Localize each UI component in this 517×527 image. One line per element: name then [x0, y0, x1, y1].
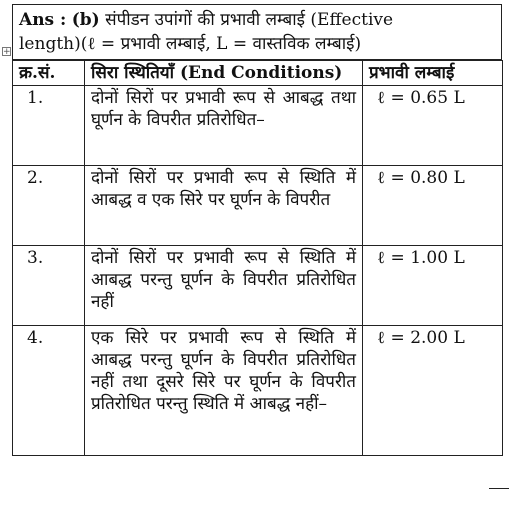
row-serial: 2.: [13, 166, 85, 246]
table-row: [13, 326, 503, 456]
row-condition: दोनों सिरों पर प्रभावी रूप से स्थिति में आबद्ध परन्तु घूर्णन के विपरीत प्रतिरोधित नहीं: [85, 246, 363, 326]
header-effective-length: प्रभावी लम्बाई: [363, 61, 503, 86]
answer-option: (b): [71, 10, 100, 30]
row-serial: 4.: [13, 326, 85, 456]
answer-prefix: Ans :: [19, 10, 67, 30]
table-end-marker: [489, 488, 509, 489]
table-row: [13, 86, 503, 166]
table-move-handle-icon[interactable]: +: [3, 47, 11, 57]
row-effective-length: ℓ = 2.00 L: [363, 326, 503, 456]
table-row: [13, 166, 503, 246]
row-effective-length: ℓ = 1.00 L: [363, 246, 503, 326]
row-effective-length: ℓ = 0.65 L: [363, 86, 503, 166]
row-condition: दोनों सिरों पर प्रभावी रूप से आबद्ध तथा घूर्णन के विपरीत प्रतिरोधित–: [85, 86, 363, 166]
end-conditions-table: [12, 60, 503, 456]
header-end-conditions: सिरा स्थितियाँ (End Conditions): [85, 61, 363, 86]
answer-box: [12, 4, 502, 60]
row-condition: एक सिरे पर प्रभावी रूप से स्थिति में आबद्ध परन्तु घूर्णन के विपरीत प्रतिरोधित नहीं तथा दूसरे सिरे पर घूर्णन के विपरीत प्रतिरोधित परन्तु स्थिति में आबद्ध नहीं–: [85, 326, 363, 456]
row-effective-length: ℓ = 0.80 L: [363, 166, 503, 246]
row-condition: दोनों सिरों पर प्रभावी रूप से स्थिति में आबद्ध व एक सिरे पर घूर्णन के विपरीत: [85, 166, 363, 246]
answer-text-line1: संपीडन उपांगों की प्रभावी लम्बाई (Effective: [105, 10, 394, 30]
header-serial: क्र.सं.: [13, 61, 85, 86]
row-serial: 1.: [13, 86, 85, 166]
answer-text-line2: length)(ℓ = प्रभावी लम्बाई, L = वास्तविक लम्बाई): [19, 34, 362, 54]
table-row: [13, 246, 503, 326]
row-serial: 3.: [13, 246, 85, 326]
table-header-row: [13, 61, 503, 86]
answer-line-1: [19, 8, 495, 32]
